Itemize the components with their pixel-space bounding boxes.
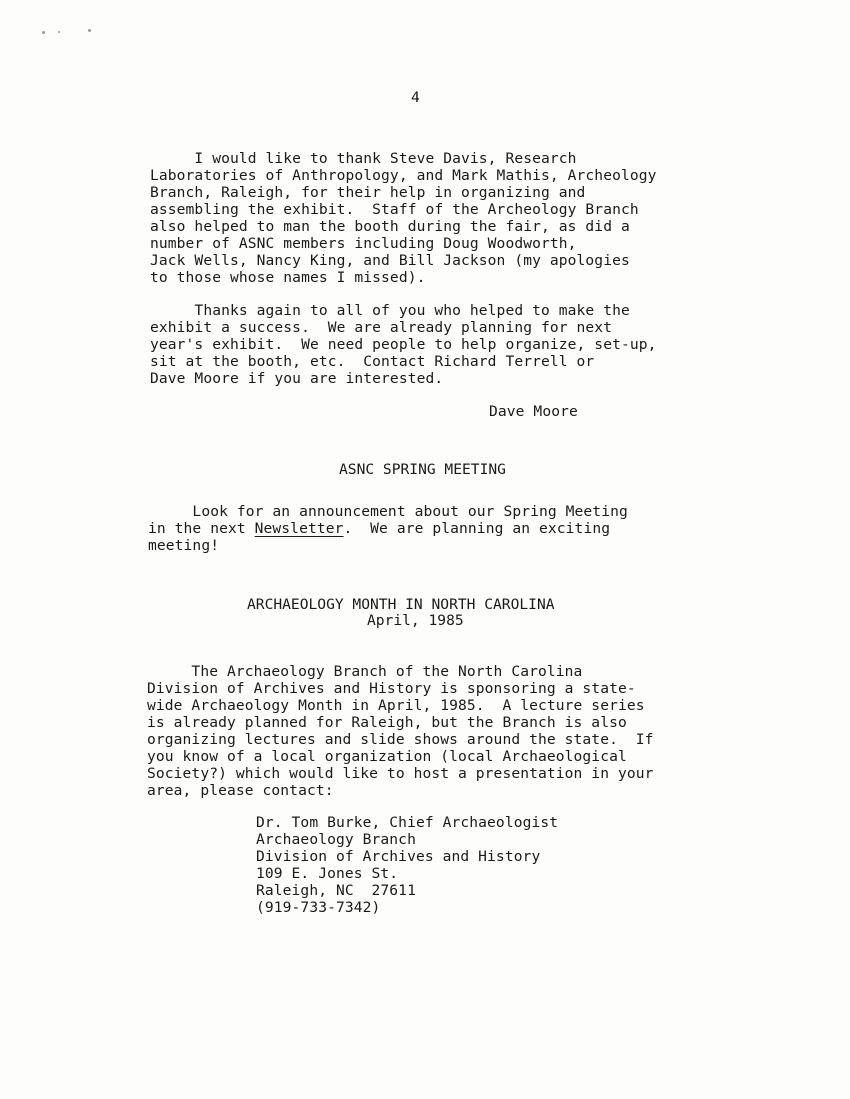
scan-speck bbox=[42, 31, 45, 34]
archaeology-month-date: April, 1985 bbox=[367, 612, 464, 629]
paragraph-line: Look for an announcement about our Spring Meeting bbox=[148, 503, 628, 520]
paragraph-line: Thanks again to all of you who helped to make the bbox=[150, 302, 630, 319]
signature: Dave Moore bbox=[489, 403, 578, 420]
paragraph-line: wide Archaeology Month in April, 1985. A lecture series bbox=[147, 697, 645, 714]
contact-branch: Archaeology Branch bbox=[256, 831, 416, 848]
archaeology-month-heading: ARCHAEOLOGY MONTH IN NORTH CAROLINA bbox=[247, 596, 555, 613]
paragraph-line: number of ASNC members including Doug Woodworth, bbox=[150, 235, 577, 252]
contact-phone: (919-733-7342) bbox=[256, 899, 381, 916]
paragraph-line: Division of Archives and History is sponsoring a state- bbox=[147, 680, 636, 697]
paragraph-line: exhibit a success. We are already planning for next bbox=[150, 319, 613, 336]
scan-speck bbox=[58, 31, 60, 33]
page-number: 4 bbox=[411, 89, 420, 106]
paragraph-line: Branch, Raleigh, for their help in organizing and bbox=[150, 184, 586, 201]
paragraph-line: Dave Moore if you are interested. bbox=[150, 370, 444, 387]
paragraph-line: assembling the exhibit. Staff of the Archeology Branch bbox=[150, 201, 639, 218]
paragraph-line bbox=[148, 520, 610, 537]
paragraph-line: to those whose names I missed). bbox=[150, 269, 426, 286]
newsletter-title: Newsletter bbox=[254, 520, 344, 537]
paragraph-line: is already planned for Raleigh, but the Branch is also bbox=[147, 714, 627, 731]
contact-division: Division of Archives and History bbox=[256, 848, 541, 865]
contact-name: Dr. Tom Burke, Chief Archaeologist bbox=[256, 814, 559, 831]
paragraph-line: Society?) which would like to host a presentation in your bbox=[147, 765, 654, 782]
text-run: in the next bbox=[148, 520, 255, 537]
paragraph-line: area, please contact: bbox=[147, 782, 334, 799]
paragraph-line: also helped to man the booth during the fair, as did a bbox=[150, 218, 630, 235]
paragraph-line: you know of a local organization (local Archaeological bbox=[147, 748, 627, 765]
paragraph-line: The Archaeology Branch of the North Carolina bbox=[147, 663, 583, 680]
paragraph-line: year's exhibit. We need people to help organize, set-up, bbox=[150, 336, 657, 353]
paragraph-line: Jack Wells, Nancy King, and Bill Jackson (my apologies bbox=[150, 252, 630, 269]
scan-speck bbox=[88, 29, 91, 32]
text-run: . We are planning an exciting bbox=[343, 520, 611, 537]
contact-street: 109 E. Jones St. bbox=[256, 865, 399, 882]
paragraph-line: organizing lectures and slide shows around the state. If bbox=[147, 731, 654, 748]
paragraph-line: Laboratories of Anthropology, and Mark Mathis, Archeology bbox=[150, 167, 657, 184]
contact-city: Raleigh, NC 27611 bbox=[256, 882, 416, 899]
spring-meeting-heading: ASNC SPRING MEETING bbox=[339, 461, 506, 478]
paragraph-line: sit at the booth, etc. Contact Richard Terrell or bbox=[150, 353, 595, 370]
paragraph-line: meeting! bbox=[148, 537, 220, 554]
paragraph-line: I would like to thank Steve Davis, Research bbox=[150, 150, 577, 167]
